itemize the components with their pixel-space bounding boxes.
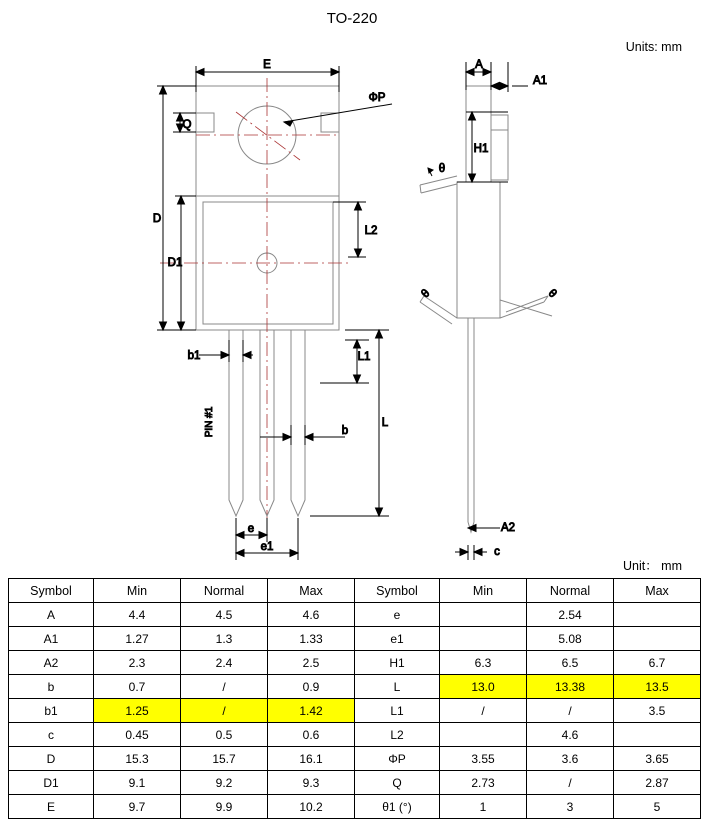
cell-symbol-right: H1 [355, 651, 440, 675]
svg-text:D: D [152, 213, 162, 225]
svg-text:c: c [494, 546, 500, 558]
cell-max-left: 16.1 [268, 747, 355, 771]
cell-symbol-left: A2 [9, 651, 94, 675]
cell-max-right: 3.65 [614, 747, 701, 771]
table-row [9, 699, 701, 723]
header-normal-right: Normal [527, 579, 614, 603]
cell-max-right: 6.7 [614, 651, 701, 675]
header-min-left: Min [94, 579, 181, 603]
cell-normal-right: 13.38 [527, 675, 614, 699]
svg-text:θ: θ [545, 287, 559, 301]
cell-max-right: 5 [614, 795, 701, 819]
svg-text:θ: θ [419, 287, 433, 301]
cell-max-left: 4.6 [268, 603, 355, 627]
svg-text:E: E [263, 59, 271, 71]
page-title: TO-220 [326, 10, 378, 27]
svg-text:L2: L2 [364, 225, 378, 237]
svg-text:A: A [475, 59, 483, 71]
cell-max-right [614, 723, 701, 747]
cell-min-left: 1.25 [94, 699, 181, 723]
cell-symbol-left: E [9, 795, 94, 819]
cell-normal-left: 9.2 [181, 771, 268, 795]
cell-symbol-left: b [9, 675, 94, 699]
cell-max-left: 10.2 [268, 795, 355, 819]
cell-normal-right: / [527, 699, 614, 723]
cell-normal-right: 4.6 [527, 723, 614, 747]
table-row [9, 603, 701, 627]
svg-text:θ: θ [438, 163, 446, 175]
cell-min-left: 9.1 [94, 771, 181, 795]
table-row [9, 675, 701, 699]
cell-symbol-right: L1 [355, 699, 440, 723]
cell-symbol-left: A [9, 603, 94, 627]
cell-max-right [614, 603, 701, 627]
cell-symbol-right: e1 [355, 627, 440, 651]
cell-normal-left: 9.9 [181, 795, 268, 819]
svg-text:b: b [341, 425, 349, 437]
cell-min-left: 0.7 [94, 675, 181, 699]
svg-text:Q: Q [182, 119, 192, 131]
cell-min-right [440, 603, 527, 627]
cell-normal-left: 1.3 [181, 627, 268, 651]
svg-text:PIN #1: PIN #1 [204, 406, 215, 438]
table-row [9, 723, 701, 747]
cell-min-right: 13.0 [440, 675, 527, 699]
cell-max-left: 1.33 [268, 627, 355, 651]
units-note-top: Units: mm [625, 40, 682, 54]
cell-normal-right: 2.54 [527, 603, 614, 627]
header-max-left: Max [268, 579, 355, 603]
cell-normal-left: 15.7 [181, 747, 268, 771]
header-min-right: Min [440, 579, 527, 603]
header-normal-left: Normal [181, 579, 268, 603]
cell-max-right [614, 627, 701, 651]
cell-symbol-left: b1 [9, 699, 94, 723]
svg-text:A1: A1 [532, 75, 548, 87]
cell-symbol-right: L [355, 675, 440, 699]
cell-symbol-right: ΦP [355, 747, 440, 771]
svg-text:b1: b1 [187, 350, 201, 362]
cell-min-left: 1.27 [94, 627, 181, 651]
cell-symbol-right: e [355, 603, 440, 627]
cell-normal-right: 6.5 [527, 651, 614, 675]
cell-normal-left: / [181, 699, 268, 723]
table-row [9, 651, 701, 675]
cell-symbol-left: D [9, 747, 94, 771]
table-row [9, 771, 701, 795]
svg-text:H1: H1 [473, 143, 489, 155]
svg-text:e1: e1 [260, 541, 274, 553]
cell-min-left: 0.45 [94, 723, 181, 747]
cell-symbol-left: D1 [9, 771, 94, 795]
cell-max-right: 2.87 [614, 771, 701, 795]
cell-symbol-left: A1 [9, 627, 94, 651]
cell-min-right: 2.73 [440, 771, 527, 795]
cell-max-left: 1.42 [268, 699, 355, 723]
cell-min-right: 1 [440, 795, 527, 819]
header-symbol-left: Symbol [9, 579, 94, 603]
cell-normal-right: / [527, 771, 614, 795]
svg-text:e: e [247, 523, 255, 535]
cell-min-right [440, 723, 527, 747]
cell-symbol-right: θ1 (°) [355, 795, 440, 819]
cell-max-left: 0.6 [268, 723, 355, 747]
cell-normal-left: / [181, 675, 268, 699]
units-note-bottom: Unit： mm [622, 559, 682, 573]
cell-min-left: 15.3 [94, 747, 181, 771]
svg-text:A2: A2 [500, 522, 516, 534]
cell-symbol-right: Q [355, 771, 440, 795]
table-row [9, 795, 701, 819]
cell-max-right: 3.5 [614, 699, 701, 723]
cell-max-left: 9.3 [268, 771, 355, 795]
cell-min-left: 2.3 [94, 651, 181, 675]
cell-normal-left: 4.5 [181, 603, 268, 627]
svg-text:L: L [381, 417, 389, 429]
cell-min-left: 9.7 [94, 795, 181, 819]
svg-text:ΦP: ΦP [368, 92, 386, 104]
header-max-right: Max [614, 579, 701, 603]
cell-max-left: 2.5 [268, 651, 355, 675]
header-symbol-right: Symbol [355, 579, 440, 603]
cell-normal-right: 3.6 [527, 747, 614, 771]
dimensions-table [8, 578, 701, 819]
cell-min-right [440, 627, 527, 651]
cell-max-right: 13.5 [614, 675, 701, 699]
cell-normal-right: 5.08 [527, 627, 614, 651]
cell-min-right: / [440, 699, 527, 723]
table-header-row [9, 579, 701, 603]
table-row [9, 747, 701, 771]
cell-max-left: 0.9 [268, 675, 355, 699]
cell-min-right: 6.3 [440, 651, 527, 675]
svg-text:L1: L1 [357, 351, 371, 363]
cell-normal-right: 3 [527, 795, 614, 819]
cell-normal-left: 0.5 [181, 723, 268, 747]
cell-symbol-left: c [9, 723, 94, 747]
svg-text:D1: D1 [167, 257, 183, 269]
cell-symbol-right: L2 [355, 723, 440, 747]
cell-min-right: 3.55 [440, 747, 527, 771]
table-row [9, 627, 701, 651]
cell-min-left: 4.4 [94, 603, 181, 627]
cell-normal-left: 2.4 [181, 651, 268, 675]
